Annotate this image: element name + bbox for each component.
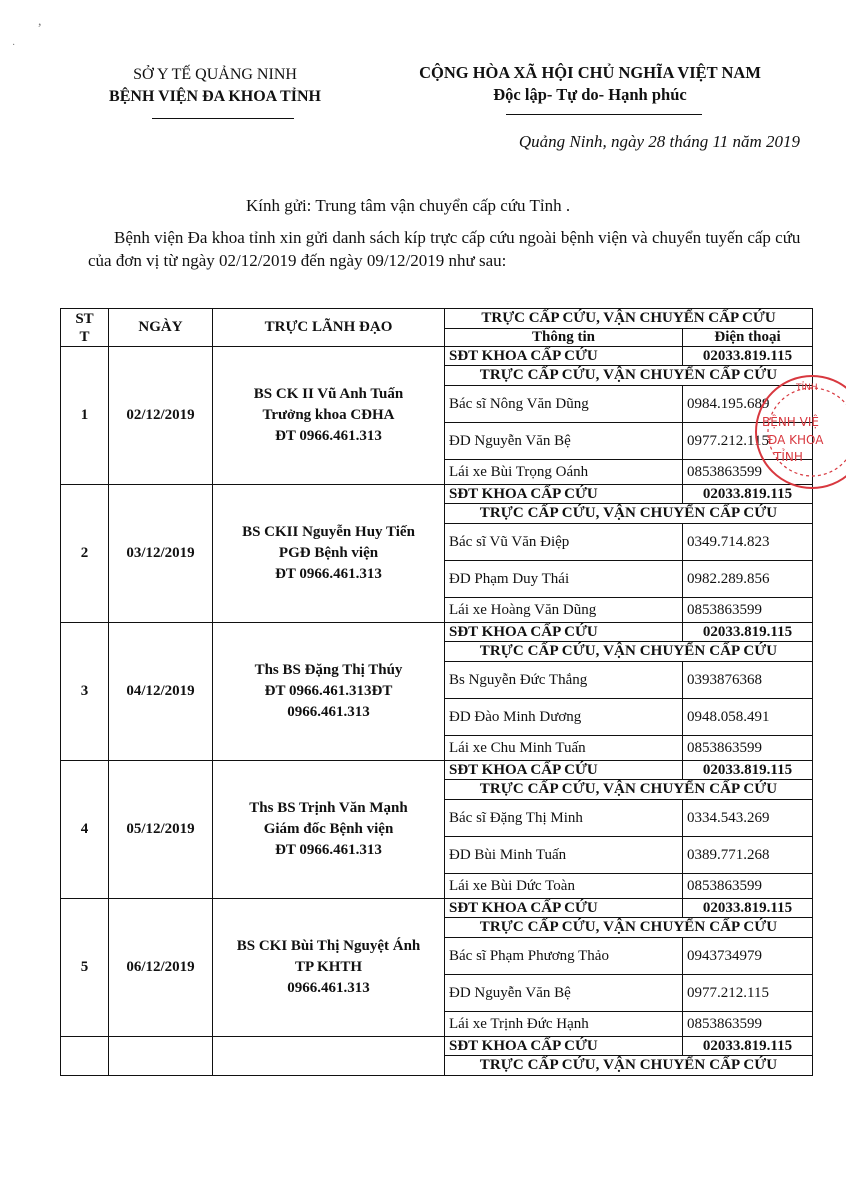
- row-leader: [213, 623, 445, 761]
- duty-roster-table: [60, 308, 813, 1076]
- staff-name: Bác sĩ Đặng Thị Minh: [445, 800, 683, 837]
- scan-speck: ·: [12, 40, 16, 51]
- row-leader: [213, 899, 445, 1037]
- national-heading: [370, 62, 810, 106]
- hotline-label: SĐT KHOA CẤP CỨU: [445, 623, 683, 642]
- row-date: 04/12/2019: [109, 623, 213, 761]
- hotline-label: SĐT KHOA CẤP CỨU: [445, 485, 683, 504]
- header-phone: Điện thoại: [683, 329, 813, 347]
- document-date: Quảng Ninh, ngày 28 tháng 11 năm 2019: [518, 132, 800, 151]
- header-info: Thông tin: [445, 329, 683, 347]
- duty-title: TRỰC CẤP CỨU, VẬN CHUYỂN CẤP CỨU: [445, 504, 813, 524]
- hospital-seal-stamp: [752, 372, 846, 492]
- header-emergency-duty: TRỰC CẤP CỨU, VẬN CHUYỂN CẤP CỨU: [445, 309, 813, 329]
- issuer-underline: [152, 118, 294, 119]
- table-row: [61, 347, 813, 366]
- hotline-label: SĐT KHOA CẤP CỨU: [445, 1037, 683, 1056]
- staff-phone: 0984.195.689: [683, 386, 813, 423]
- leader-name: BS CKI Bùi Thị Nguyệt Ánh: [236, 938, 421, 954]
- duty-title: TRỰC CẤP CỨU, VẬN CHUYỂN CẤP CỨU: [445, 1056, 813, 1076]
- row-stt: 2: [61, 485, 109, 623]
- country-name: CỘNG HÒA XÃ HỘI CHỦ NGHĨA VIỆT NAM: [419, 63, 761, 82]
- hotline-phone: 02033.819.115: [683, 1037, 813, 1056]
- leader-name: BS CK II Vũ Anh Tuấn: [253, 386, 404, 402]
- seal-line-3: TỈNH: [774, 450, 803, 464]
- leader-phone: ĐT 0966.461.313: [275, 428, 382, 444]
- hotline-phone: 02033.819.115: [683, 623, 813, 642]
- row-date: [109, 1037, 213, 1076]
- staff-phone: 0334.543.269: [683, 800, 813, 837]
- staff-name: ĐD Nguyễn Văn Bệ: [445, 975, 683, 1012]
- leader-name: Ths BS Đặng Thị Thúy: [254, 662, 403, 678]
- staff-phone: 0943734979: [683, 938, 813, 975]
- staff-name: Bác sĩ Vũ Văn Điệp: [445, 524, 683, 561]
- leader-title: Giám đốc Bệnh viện: [263, 821, 394, 837]
- staff-name: Lái xe Bùi Dức Toàn: [445, 874, 683, 899]
- table-row: [61, 485, 813, 504]
- staff-phone: 0853863599: [683, 1012, 813, 1037]
- hotline-label: SĐT KHOA CẤP CỨU: [445, 899, 683, 918]
- staff-name: Lái xe Chu Minh Tuấn: [445, 736, 683, 761]
- motto-underline: [506, 114, 702, 115]
- row-stt: 1: [61, 347, 109, 485]
- staff-name: ĐD Phạm Duy Thái: [445, 561, 683, 598]
- row-stt: 3: [61, 623, 109, 761]
- hotline-label: SĐT KHOA CẤP CỨU: [445, 347, 683, 366]
- recipient-line: Kính gửi: Trung tâm vận chuyển cấp cứu Tỉnh .: [246, 196, 571, 215]
- duty-title: TRỰC CẤP CỨU, VẬN CHUYỂN CẤP CỨU: [445, 780, 813, 800]
- row-date: 03/12/2019: [109, 485, 213, 623]
- leader-title: TP KHTH: [294, 959, 363, 975]
- staff-phone: 0853863599: [683, 460, 813, 485]
- intro-paragraph: Bệnh viện Đa khoa tỉnh xin gửi danh sách kíp trực cấp cứu ngoài bệnh viện và chuyển tuyến cấp cứu của đơn vị từ ngày 02/12/2019 đến ngày 09/12/2019 như sau:: [88, 228, 801, 270]
- staff-name: Lái xe Trịnh Đức Hạnh: [445, 1012, 683, 1037]
- table-row: [61, 761, 813, 780]
- duty-title: TRỰC CẤP CỨU, VẬN CHUYỂN CẤP CỨU: [445, 918, 813, 938]
- staff-name: Lái xe Bùi Trọng Oánh: [445, 460, 683, 485]
- hotline-phone: 02033.819.115: [683, 485, 813, 504]
- header-stt: ST T: [61, 309, 109, 347]
- staff-name: ĐD Nguyễn Văn Bệ: [445, 423, 683, 460]
- header-date: NGÀY: [109, 309, 213, 347]
- hotline-phone: 02033.819.115: [683, 761, 813, 780]
- leader-title: PGĐ Bệnh viện: [278, 545, 379, 561]
- staff-phone: 0977.212.115: [683, 423, 813, 460]
- row-leader: [213, 485, 445, 623]
- staff-phone: 0393876368: [683, 662, 813, 699]
- issuer-department: SỞ Y TẾ QUẢNG NINH: [133, 66, 297, 83]
- row-date: 06/12/2019: [109, 899, 213, 1037]
- row-stt: [61, 1037, 109, 1076]
- staff-name: ĐD Đào Minh Dương: [445, 699, 683, 736]
- row-date: 02/12/2019: [109, 347, 213, 485]
- staff-phone: 0853863599: [683, 598, 813, 623]
- row-date: 05/12/2019: [109, 761, 213, 899]
- leader-phone: 0966.461.313: [287, 980, 370, 996]
- issuer-block: [70, 64, 360, 108]
- duty-title: TRỰC CẤP CỨU, VẬN CHUYỂN CẤP CỨU: [445, 642, 813, 662]
- hotline-phone: 02033.819.115: [683, 347, 813, 366]
- table-row: [61, 899, 813, 918]
- leader-name: BS CKII Nguyễn Huy Tiến: [242, 524, 415, 540]
- national-motto: Độc lập- Tự do- Hạnh phúc: [493, 85, 687, 104]
- leader-name: Ths BS Trịnh Văn Mạnh: [249, 800, 408, 816]
- duty-title: TRỰC CẤP CỨU, VẬN CHUYỂN CẤP CỨU: [445, 366, 813, 386]
- leader-phone: 0966.461.313: [287, 704, 370, 720]
- leader-title: Trưởng khoa CĐHA: [262, 407, 395, 423]
- hotline-phone: 02033.819.115: [683, 899, 813, 918]
- staff-phone: 0982.289.856: [683, 561, 813, 598]
- seal-line-1: BỆNH VIỆ: [762, 415, 819, 429]
- issuer-hospital: BỆNH VIỆN ĐA KHOA TỈNH: [109, 88, 321, 105]
- seal-line-2: ĐA KHOA: [768, 433, 824, 447]
- leader-title: ĐT 0966.461.313ĐT: [264, 683, 393, 699]
- staff-name: Bác sĩ Nông Văn Dũng: [445, 386, 683, 423]
- table-row: [61, 623, 813, 642]
- staff-phone: 0349.714.823: [683, 524, 813, 561]
- staff-phone: 0853863599: [683, 736, 813, 761]
- staff-name: ĐD Bùi Minh Tuấn: [445, 837, 683, 874]
- row-leader: [213, 761, 445, 899]
- row-stt: 4: [61, 761, 109, 899]
- hotline-label: SĐT KHOA CẤP CỨU: [445, 761, 683, 780]
- table-row: [61, 1037, 813, 1056]
- staff-phone: 0853863599: [683, 874, 813, 899]
- staff-phone: 0948.058.491: [683, 699, 813, 736]
- row-stt: 5: [61, 899, 109, 1037]
- header-leadership: TRỰC LÃNH ĐẠO: [213, 309, 445, 347]
- seal-top-text: TỈNH: [796, 383, 818, 393]
- staff-name: Lái xe Hoàng Văn Dũng: [445, 598, 683, 623]
- staff-name: Bác sĩ Phạm Phương Thảo: [445, 938, 683, 975]
- row-leader: [213, 1037, 445, 1076]
- staff-phone: 0389.771.268: [683, 837, 813, 874]
- leader-phone: ĐT 0966.461.313: [275, 842, 382, 858]
- leader-phone: ĐT 0966.461.313: [275, 566, 382, 582]
- scan-speck: ,: [38, 14, 42, 29]
- row-leader: [213, 347, 445, 485]
- staff-phone: 0977.212.115: [683, 975, 813, 1012]
- staff-name: Bs Nguyễn Đức Thắng: [445, 662, 683, 699]
